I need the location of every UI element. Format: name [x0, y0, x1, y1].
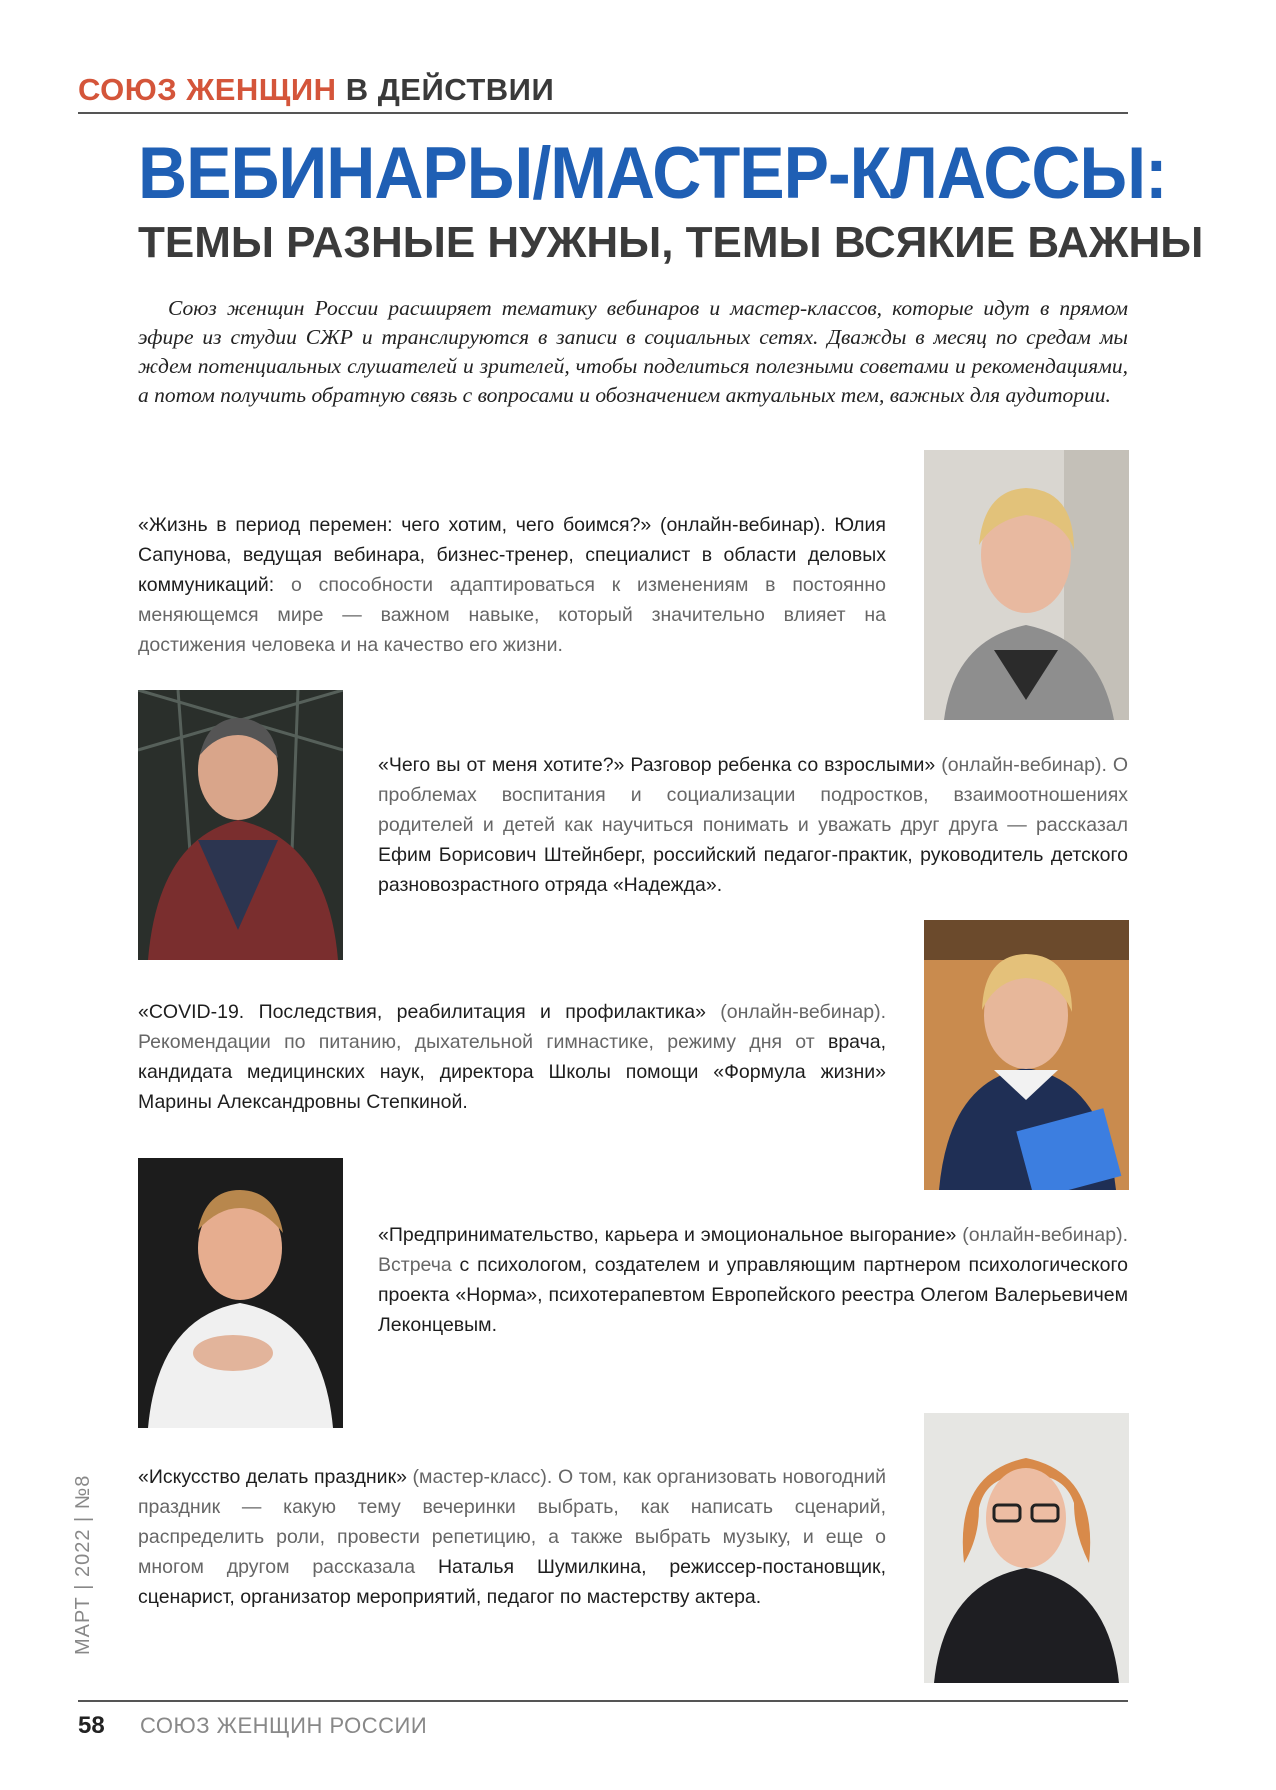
webinar-5-desc: (мастер-класс). О том, как организовать новогодний праздник — какую тему вечеринки выбрать, как написать сценарий, распределить роли, провести репетицию, а также выбрать музыку, и еще о многом другом рассказала: [138, 1466, 886, 1578]
page-number: 58: [78, 1712, 105, 1739]
webinar-4-desc: (онлайн-вебинар). Встреча: [378, 1224, 1128, 1276]
webinar-2-title: «Чего вы от меня хотите?» Разговор ребенка со взрослыми»: [378, 754, 936, 776]
magazine-name: СОЮЗ ЖЕНЩИН РОССИИ: [140, 1713, 428, 1738]
section-header: [78, 70, 1128, 114]
speaker-photo-sapunova: [924, 450, 1129, 720]
issue-date-text: МАРТ | 2022 | №8: [72, 1474, 94, 1655]
webinar-3-speaker: врача, кандидата медицинских наук, директора Школы помощи «Формула жизни» Марины Александровны Степкиной.: [138, 1031, 886, 1113]
speaker-photo-stepkina: [924, 920, 1129, 1190]
webinar-1-title: «Жизнь в период перемен: чего хотим, чего боимся?» (онлайн-вебинар). Юлия Сапунова, ведущая вебинара, бизнес-тренер, специалист в области деловых коммуникаций:: [138, 514, 886, 596]
webinar-5-title: «Искусство делать праздник»: [138, 1466, 407, 1488]
webinar-1-desc: о способности адаптироваться к изменениям в постоянно меняющемся мире — важном навыке, который значительно влияет на достижения человека и на качество его жизни.: [138, 574, 886, 656]
speaker-photo-shteinberg: [138, 690, 343, 960]
webinar-3-title: «COVID-19. Последствия, реабилитация и профилактика»: [138, 1001, 706, 1023]
article-title: ВЕБИНАРЫ/МАСТЕР-КЛАССЫ:: [138, 132, 1167, 215]
footer-rule: [78, 1700, 1128, 1702]
section-header-accent: СОЮЗ ЖЕНЩИН: [78, 72, 337, 107]
issue-side-label: [72, 1465, 112, 1665]
webinar-2-speaker: Ефим Борисович Штейнберг, российский педагог-практик, руководитель детского разновозрастного отряда «Надежда».: [378, 844, 1128, 896]
webinar-3-desc: (онлайн-вебинар). Рекомендации по питанию, дыхательной гимнастике, режиму дня от: [138, 1001, 886, 1053]
lead-paragraph: Союз женщин России расширяет тематику вебинаров и мастер-классов, которые идут в прямом эфире из студии СЖР и транслируются в записи в социальных сетях. Дважды в месяц по средам мы ждем потенциальных слушателей и зрителей, чтобы поделиться полезными советами и рекомендациями, а потом получить обратную связь с вопросами и обозначением актуальных тем, важных для аудитории.: [138, 296, 1128, 407]
webinar-4-speaker: с психологом, создателем и управляющим партнером психологического проекта «Норма», психотерапевтом Европейского реестра Олегом Валерьевичем Леконцевым.: [378, 1254, 1129, 1336]
webinar-item-3: [138, 997, 886, 1117]
webinar-item-5: [138, 1462, 886, 1612]
webinar-2-desc: (онлайн-вебинар). О проблемах воспитания и социализации подростков, взаимоотношениях родителей и детей как научиться понимать и уважать друг друга — рассказал: [378, 754, 1129, 836]
webinar-5-speaker: Наталья Шумилкина, режиссер-постановщик, сценарист, организатор мероприятий, педагог по мастерству актера.: [138, 1556, 887, 1608]
speaker-photo-lekontsev: [138, 1158, 343, 1428]
webinar-item-1: [138, 510, 886, 660]
section-header-rest: В ДЕЙСТВИИ: [336, 72, 555, 107]
speaker-photo-shumilkina: [924, 1413, 1129, 1683]
webinar-4-title: «Предпринимательство, карьера и эмоциональное выгорание»: [378, 1224, 957, 1246]
webinar-item-4: [378, 1220, 1128, 1340]
webinar-item-2: [378, 750, 1128, 900]
article-subtitle: ТЕМЫ РАЗНЫЕ НУЖНЫ, ТЕМЫ ВСЯКИЕ ВАЖНЫ: [138, 218, 1204, 267]
